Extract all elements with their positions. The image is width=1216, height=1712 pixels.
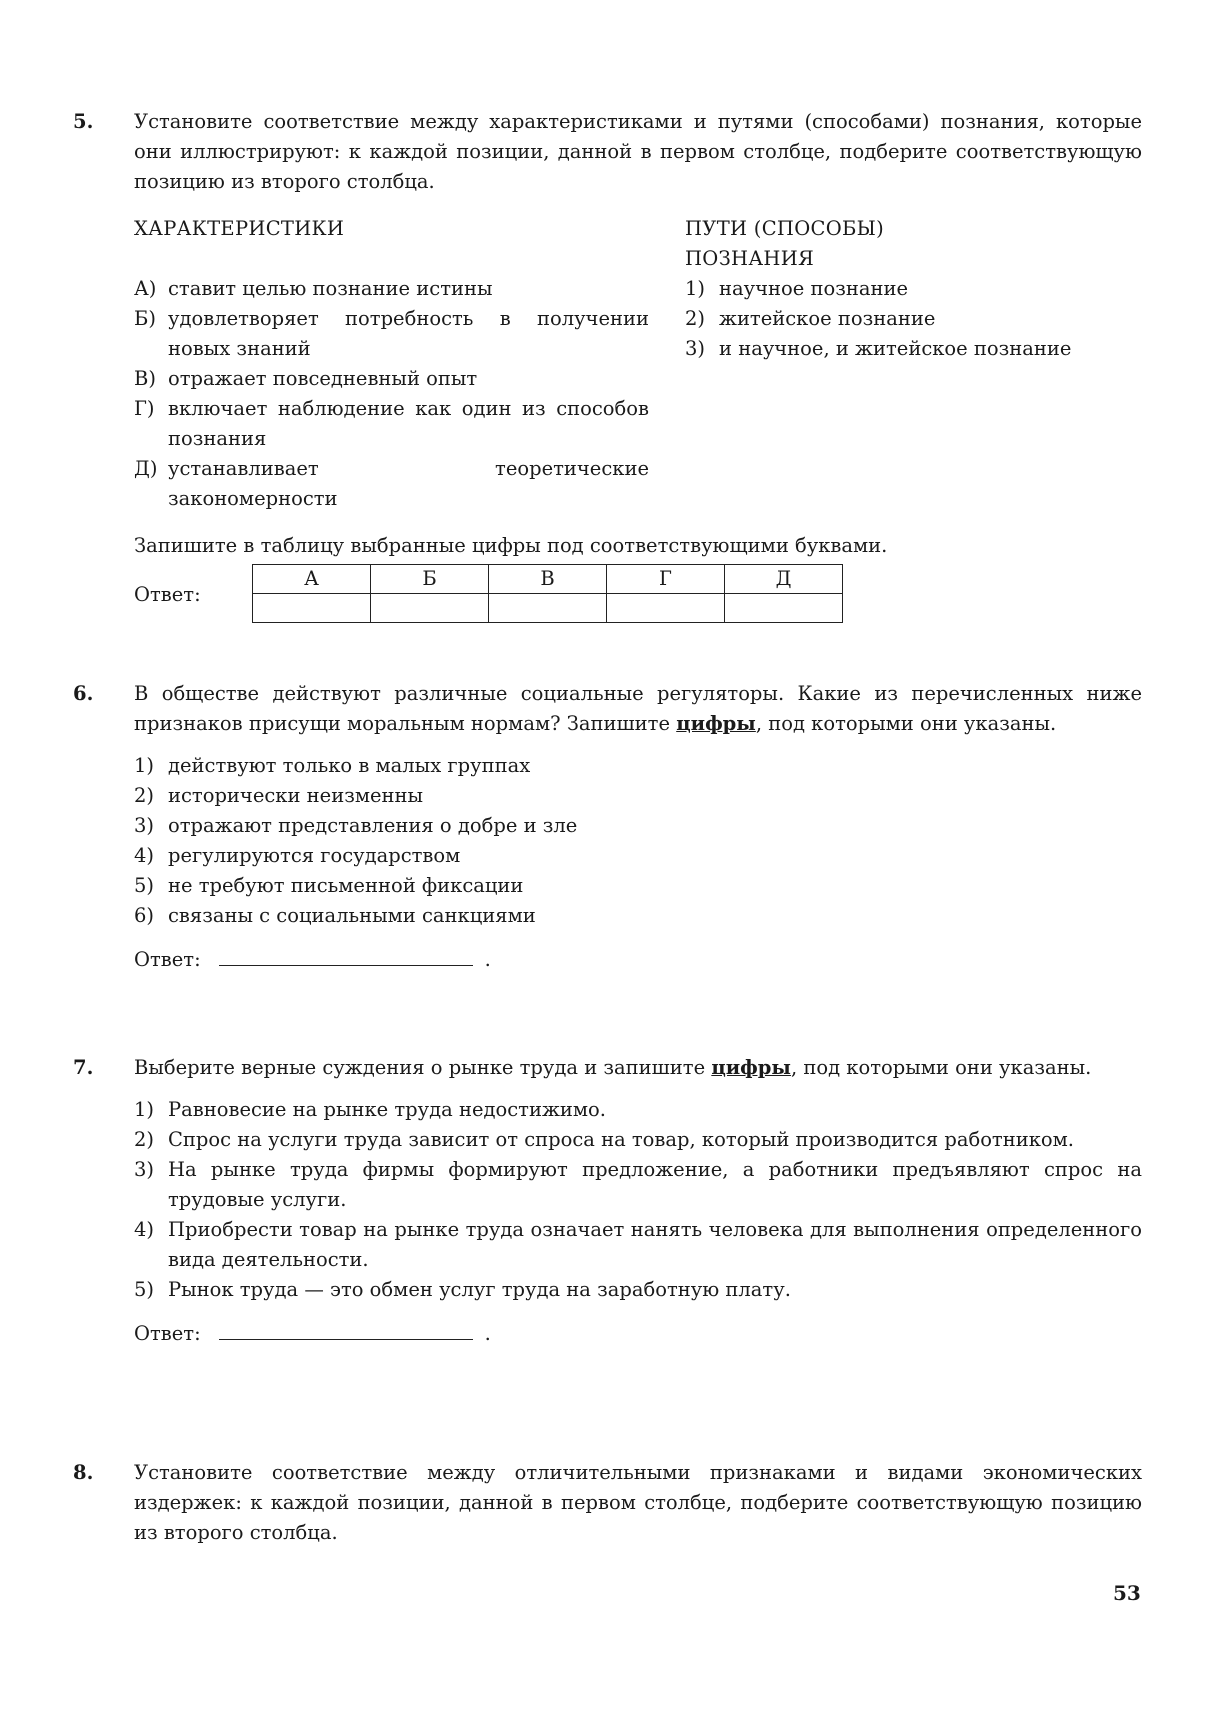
answer-cell[interactable] <box>253 594 371 623</box>
task-body <box>134 679 1142 975</box>
table-header: А <box>253 565 371 594</box>
answer-blank[interactable] <box>219 943 473 966</box>
list-item: Б) удовлетворяет потребность в получении новых знаний <box>134 307 649 360</box>
column-title: ПУТИ (СПОСОБЫ) ПОЗНАНИЯ <box>685 217 885 270</box>
answer-cell[interactable] <box>607 594 725 623</box>
emphasis-digits: цифры <box>711 1056 791 1079</box>
answer-row: Ответ: . <box>134 943 1142 975</box>
list-item: 1) Равновесие на рынке труда недостижимо. <box>134 1098 606 1121</box>
task-number: 6. <box>73 682 94 705</box>
options-list <box>134 1095 1142 1305</box>
list-item: 3) На рынке труда фирмы формируют предложение, а работники предъявляют спрос на трудовые услуги. <box>134 1158 1142 1211</box>
list-item: Г) включает наблюдение как один из способов познания <box>134 397 649 450</box>
table-header: Б <box>371 565 489 594</box>
matching-columns <box>134 214 1142 514</box>
column-title: ХАРАКТЕРИСТИКИ <box>134 217 345 240</box>
options-list <box>134 751 1142 931</box>
list-item: А) ставит целью познание истины <box>134 277 493 300</box>
list-item: 1) научное познание <box>685 277 908 300</box>
table-header: В <box>489 565 607 594</box>
list-item: 3) и научное, и житейское познание <box>685 337 1072 360</box>
answer-label: Ответ: <box>134 1322 201 1345</box>
task-number: 5. <box>73 110 94 133</box>
list-item: 6) связаны с социальными санкциями <box>134 904 536 927</box>
table-header: Д <box>725 565 843 594</box>
list-item: 2) житейское познание <box>685 307 936 330</box>
answer-label: Ответ: <box>134 583 201 606</box>
characteristics-column <box>134 214 649 514</box>
list-item: 1) действуют только в малых группах <box>134 754 531 777</box>
answer-label: Ответ: <box>134 948 201 971</box>
task-question: Установите соответствие между отличительными признаками и видами экономических издержек: к каждой позиции, данной в первом столбце, подберите соответствующую позицию из второго столбца. <box>134 1461 1142 1544</box>
list-item: 4) Приобрести товар на рынке труда означает нанять человека для выполнения определенного вида деятельности. <box>134 1218 1142 1271</box>
answer-cell[interactable] <box>489 594 607 623</box>
answer-cell[interactable] <box>371 594 489 623</box>
list-item: 3) отражают представления о добре и зле <box>134 814 578 837</box>
answer-blank[interactable] <box>219 1317 473 1340</box>
list-item: 4) регулируются государством <box>134 844 461 867</box>
answer-table <box>252 564 843 623</box>
answer-cell[interactable] <box>725 594 843 623</box>
list-item: 5) не требуют письменной фиксации <box>134 874 524 897</box>
emphasis-digits: цифры <box>676 712 756 735</box>
list-item: 2) Спрос на услуги труда зависит от спроса на товар, который производится работником. <box>134 1128 1075 1151</box>
task-body <box>134 1053 1142 1349</box>
task-number: 7. <box>73 1056 94 1079</box>
cognition-ways-column <box>685 214 1142 364</box>
list-item: 2) исторически неизменны <box>134 784 424 807</box>
list-item: В) отражает повседневный опыт <box>134 367 478 390</box>
task-number: 8. <box>73 1461 94 1484</box>
task-body <box>134 1458 1142 1548</box>
page-number: 53 <box>1113 1581 1141 1605</box>
task-question: Выберите верные суждения о рынке труда и запишите цифры, под которыми они указаны. <box>134 1056 1092 1079</box>
task-question: Установите соответствие между характеристиками и путями (способами) познания, которые они иллюстрируют: к каждой позиции, данной в первом столбце, подберите соответствующую позицию из второго столбца. <box>134 110 1142 193</box>
instruction: Запишите в таблицу выбранные цифры под соответствующими буквами. <box>134 534 888 557</box>
answer-row: Ответ: . <box>134 1317 1142 1349</box>
list-item: Д) устанавливает теоретические закономерности <box>134 457 649 510</box>
list-item: 5) Рынок труда — это обмен услуг труда на заработную плату. <box>134 1278 791 1301</box>
task-body <box>134 107 1142 561</box>
task-question: В обществе действуют различные социальные регуляторы. Какие из перечисленных ниже признаков присущи моральным нормам? Запишите цифры, под которыми они указаны. <box>134 682 1142 735</box>
table-header: Г <box>607 565 725 594</box>
